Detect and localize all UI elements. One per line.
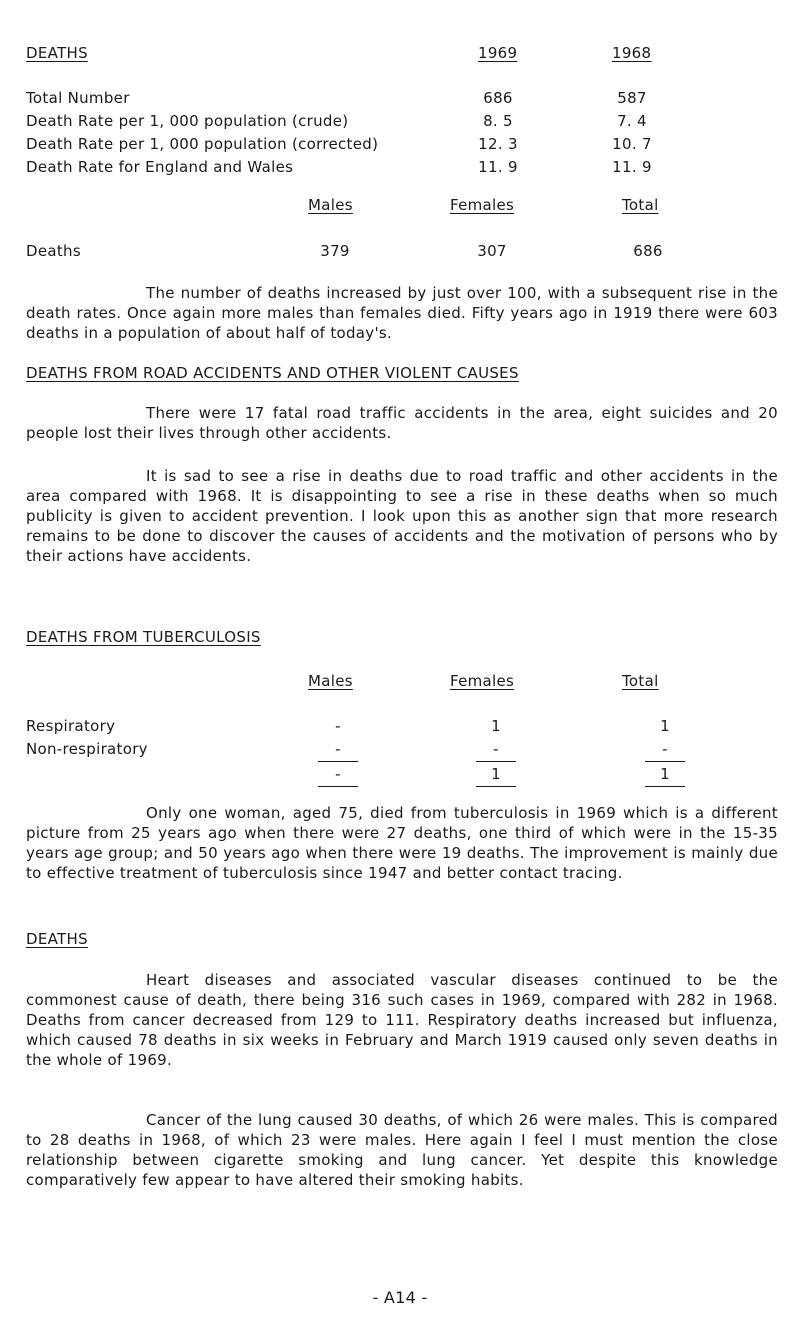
col-total: Total xyxy=(622,196,659,214)
summary-row-1968: 587 xyxy=(617,89,647,107)
tuberculosis-paragraph: Only one woman, aged 75, died from tuberculosis in 1969 which is a different picture from 25 years ago when there were 27 deaths, one third of which were in the 15-35 years age group; and 50 years ago when there were 19 deaths. The improvement is mainly due to effective treatment of tuberculosis since 1947 and better contact tracing. xyxy=(26,804,778,882)
deaths-row-label: Deaths xyxy=(26,242,81,260)
tb-total-rule-top xyxy=(318,761,358,762)
summary-row-label: Death Rate for England and Wales xyxy=(26,158,294,176)
page-number: - A14 - xyxy=(372,1288,428,1307)
road-accidents-heading: DEATHS FROM ROAD ACCIDENTS AND OTHER VIOLENT CAUSES xyxy=(26,364,519,382)
deaths-females: 307 xyxy=(477,242,507,260)
tb-row-females: 1 xyxy=(491,717,501,735)
deaths-causes-paragraph-2: Cancer of the lung caused 30 deaths, of which 26 were males. This is compared to 28 deaths in 1968, of which 23 were males. Here again I feel I must mention the close relationship between cigarette smoking and lung cancer. Yet despite this knowledge comparatively few appear to have altered their smoking habits. xyxy=(26,1111,778,1189)
tb-col-males: Males xyxy=(308,672,353,690)
tb-total-rule-top xyxy=(645,761,685,762)
summary-row-label: Death Rate per 1, 000 population (corrected) xyxy=(26,135,379,153)
tb-col-total: Total xyxy=(622,672,659,690)
tb-row-total: - xyxy=(662,740,668,758)
road-accidents-paragraph-2: It is sad to see a rise in deaths due to road traffic and other accidents in the area compared with 1968. It is disappointing to see a rise in these deaths when so much publicity is given to accident prevention. I look upon this as another sign that more research remains to be done to discover the causes of accidents and the motivation of persons who by their actions have accidents. xyxy=(26,467,778,565)
summary-row-1969: 12. 3 xyxy=(478,135,518,153)
road-accidents-paragraph-1: There were 17 fatal road traffic accidents in the area, eight suicides and 20 people lost their lives through other accidents. xyxy=(26,404,778,442)
deaths-total: 686 xyxy=(633,242,663,260)
tb-row-label: Non-respiratory xyxy=(26,740,148,758)
deaths-paragraph: The number of deaths increased by just over 100, with a subsequent rise in the death rates. Once again more males than females died. Fifty years ago in 1919 there were 603 deaths in a population of about half of today's. xyxy=(26,284,778,342)
tb-total-rule-top xyxy=(476,761,516,762)
col-females: Females xyxy=(450,196,515,214)
tuberculosis-heading: DEATHS FROM TUBERCULOSIS xyxy=(26,628,261,646)
year-1969-header: 1969 xyxy=(478,44,518,62)
deaths-causes-paragraph-1: Heart diseases and associated vascular diseases continued to be the commonest cause of death, there being 316 such cases in 1969, compared with 282 in 1968. Deaths from cancer decreased from 129 to 111. Respiratory deaths increased but influenza, which caused 78 deaths in six weeks in February and March 1919 caused only seven deaths in the whole of 1969. xyxy=(26,971,778,1069)
deaths-causes-heading: DEATHS xyxy=(26,930,88,948)
tb-col-females: Females xyxy=(450,672,515,690)
deaths-males: 379 xyxy=(320,242,350,260)
summary-row-1969: 8. 5 xyxy=(483,112,513,130)
summary-row-label: Total Number xyxy=(26,89,130,107)
tb-row-label: Respiratory xyxy=(26,717,116,735)
tb-total-total: 1 xyxy=(660,765,670,783)
tb-row-males: - xyxy=(335,717,341,735)
tb-total-rule-bottom xyxy=(476,786,516,787)
summary-row-1969: 11. 9 xyxy=(478,158,518,176)
tb-row-males: - xyxy=(335,740,341,758)
tb-row-total: 1 xyxy=(660,717,670,735)
summary-row-1969: 686 xyxy=(483,89,513,107)
deaths-heading: DEATHS xyxy=(26,44,88,62)
tb-total-rule-bottom xyxy=(645,786,685,787)
tb-total-females: 1 xyxy=(491,765,501,783)
summary-row-1968: 10. 7 xyxy=(612,135,652,153)
tb-row-females: - xyxy=(493,740,499,758)
summary-row-label: Death Rate per 1, 000 population (crude) xyxy=(26,112,349,130)
tb-total-males: - xyxy=(335,765,341,783)
summary-row-1968: 11. 9 xyxy=(612,158,652,176)
year-1968-header: 1968 xyxy=(612,44,652,62)
summary-row-1968: 7. 4 xyxy=(617,112,647,130)
tb-total-rule-bottom xyxy=(318,786,358,787)
col-males: Males xyxy=(308,196,353,214)
